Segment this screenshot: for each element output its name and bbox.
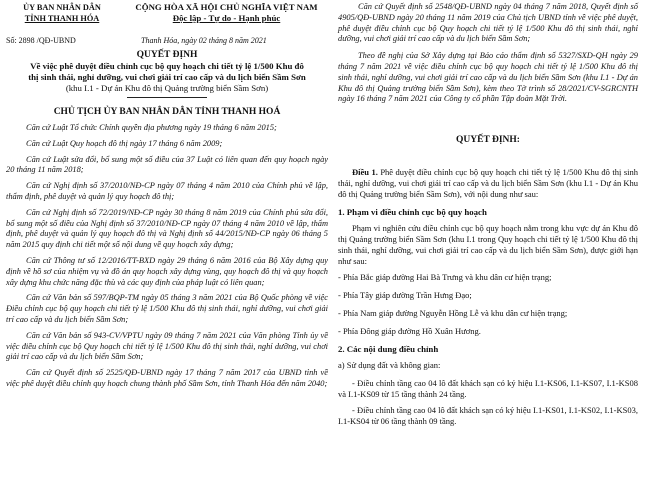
- decision-heading: QUYẾT ĐỊNH:: [456, 135, 520, 146]
- reference-line: [6, 34, 328, 50]
- adjustment-item: - Điều chỉnh tầng cao 04 lô đất khách sạn có ký hiệu I.1-KS06, I.1-KS07, I.1-KS08 và I.1-KS09 từ 15 tầng thành 24 tầng.: [338, 378, 638, 400]
- boundary-item: - Phía Tây giáp đường Trần Hưng Đạo;: [338, 290, 472, 301]
- authority-heading: CHỦ TỊCH ỦY BAN NHÂN DÂN TỈNH THANH HOÁ: [53, 107, 281, 117]
- section-1-heading: 1. Phạm vi điều chỉnh cục bộ quy hoạch: [338, 207, 487, 218]
- nation-motto: Độc lập - Tự do - Hạnh phúc: [172, 13, 281, 23]
- article-1-text: Phê duyệt điều chỉnh cục bộ quy hoạch chi tiết tỷ lệ 1/500 Khu đô thị sinh thái, nghỉ dưỡng, vui chơi giải trí cao cấp và du lịch biển Sầm Sơn (khu I.1 - Dự án Khu đô thị Quảng trường biển Sầm Sơn), với nội dung như sau:: [338, 167, 639, 200]
- boundary-item: - Phía Bắc giáp đường Hai Bà Trưng và khu dân cư hiện trạng;: [338, 272, 552, 283]
- legal-basis: Căn cứ Luật Tổ chức Chính quyền địa phương ngày 19 tháng 6 năm 2015;: [26, 123, 277, 132]
- issuing-authority: [6, 2, 118, 24]
- boundary-item: - Phía Đông giáp đường Hồ Xuân Hương.: [338, 326, 481, 337]
- org-line2: TỈNH THANH HÓA: [24, 14, 100, 23]
- legal-basis: Căn cứ Văn bản số 943-CV/VPTU ngày 09 tháng 7 năm 2021 của Văn phòng Tỉnh ủy về việc điều chỉnh cục bộ Quy hoạch chi tiết tỷ lệ 1/500 Khu đô thị sinh thái, nghỉ dưỡng, vui chơi giải trí cao cấp và du lịch biển Sầm Sơn;: [6, 330, 328, 362]
- document-number: Số: 2898 /QĐ-UBND: [6, 36, 76, 45]
- document-date: Thanh Hóa, ngày 02 tháng 8 năm 2021: [141, 36, 267, 45]
- proposal-paragraph: Theo đề nghị của Sở Xây dựng tại Báo cáo thẩm định số 5327/SXD-QH ngày 29 tháng 7 năm 2021 về việc điều chỉnh cục bộ quy hoạch chi tiết tỷ lệ 1/500 Khu đô thị sinh thái, nghỉ dưỡng, vui chơi giải trí cao cấp và du lịch biển Sầm Sơn (khu I.1 - Dự án Khu đô thị Quảng trường biển Sầm Sơn), kèm theo Tờ trình số 28/2021/CV-SGRCNTH ngày 16 tháng 7 năm 2021 của Công ty cổ phần Tập đoàn Mặt Trời.: [338, 51, 638, 104]
- org-line1: ỦY BAN NHÂN DÂN: [23, 3, 101, 12]
- legal-basis: Căn cứ Luật Quy hoạch đô thị ngày 17 tháng 6 năm 2009;: [26, 138, 223, 148]
- adjustment-item: - Điều chỉnh tầng cao 04 lô đất khách sạn có ký hiệu I.1-KS01, I.1-KS02, I.1-KS03, I.1-KS04 từ 06 tầng thành 09 tầng.: [338, 405, 638, 427]
- legal-basis: Căn cứ Thông tư số 12/2016/TT-BXD ngày 29 tháng 6 năm 2016 của Bộ Xây dựng quy định về hồ sơ của nhiệm vụ và đồ án quy hoạch xây dựng vùng, quy hoạch đô thị và quy hoạch xây dựng khu chức năng đặc thù và các quy định của pháp luật có liên quan;: [6, 255, 328, 287]
- legal-basis: Căn cứ Nghị định số 37/2010/NĐ-CP ngày 07 tháng 4 năm 2010 của Chính phủ về lập, thẩm định, phê duyệt và quản lý quy hoạch đô thị;: [6, 181, 328, 201]
- legal-basis: Căn cứ Quyết định số 2525/QĐ-UBND ngày 17 tháng 7 năm 2017 của UBND tỉnh về việc phê duyệt điều chỉnh quy hoạch chung thành phố Sầm Sơn, tỉnh Thanh Hóa đến năm 2040;: [6, 368, 328, 388]
- subject-line1: Về việc phê duyệt điều chỉnh cục bộ quy hoạch chi tiết tỷ lệ 1/500 Khu đô: [30, 61, 304, 71]
- section-1-text: Phạm vi nghiên cứu điều chỉnh cục bộ quy hoạch nằm trong khu vực dự án Khu đô thị Quảng trường biển Sầm Sơn (khu I.1 trong Quy hoạch chi tiết tỷ lệ 1/500 Khu đô thị sinh thái, nghỉ dưỡng, vui chơi giải trí cao cấp và du lịch biển Sầm Sơn), được giới hạn như sau:: [338, 223, 638, 267]
- subject-line2: thị sinh thái, nghỉ dưỡng, vui chơi giải trí cao cấp và du lịch biển Sầm Sơn: [28, 72, 306, 82]
- boundary-item: - Phía Nam giáp đường Nguyễn Hồng Lễ và khu dân cư hiện trạng;: [338, 308, 568, 319]
- nation-line1: CỘNG HÒA XÃ HỘI CHỦ NGHĨA VIỆT NAM: [135, 2, 318, 12]
- subject-underline: [127, 97, 207, 98]
- national-title: [124, 2, 329, 24]
- legal-basis: Căn cứ Luật sửa đổi, bổ sung một số điều của 37 Luật có liên quan đến quy hoạch ngày 20 tháng 11 năm 2018;: [6, 154, 328, 175]
- legal-bases: [6, 123, 328, 390]
- subject-line3: (khu I.1 - Dự án Khu đô thị Quảng trường biển Sầm Sơn): [65, 83, 269, 93]
- section-2-heading: 2. Các nội dung điều chỉnh: [338, 344, 439, 355]
- document-type: QUYẾT ĐỊNH: [136, 50, 198, 60]
- section-2a-heading: a) Sử dụng đất và không gian:: [338, 360, 441, 371]
- left-column: [6, 2, 328, 395]
- article-1: [338, 167, 638, 200]
- right-column: [338, 2, 638, 432]
- legal-basis: Căn cứ Nghị định số 72/2019/NĐ-CP ngày 30 tháng 8 năm 2019 của Chính phủ sửa đổi, bổ sung một số điều của Nghị định số 37/2010/NĐ-CP ngày 07 tháng 4 năm 2010 về lập, thẩm định, phê duyệt và quản lý quy hoạch đô thị và Nghị định số 44/2015/NĐ-CP ngày 06 tháng 5 năm 2015 quy định chi tiết một số nội dung về quy hoạch xây dựng;: [6, 207, 328, 250]
- legal-basis: Căn cứ Văn bản số 597/BQP-TM ngày 05 tháng 3 năm 2021 của Bộ Quốc phòng về việc Điều chỉnh cục bộ quy hoạch chi tiết tỷ lệ 1/500 Khu đô thị sinh thái, nghỉ dưỡng, vui chơi giải trí cao cấp và du lịch biển Sầm Sơn;: [6, 293, 328, 324]
- document-header: [6, 2, 328, 34]
- legal-basis: Căn cứ Quyết định số 2548/QĐ-UBND ngày 04 tháng 7 năm 2018, Quyết định số 4905/QĐ-UBND ngày 20 tháng 11 năm 2019 của Chủ tịch UBND tỉnh về việc phê duyệt, phê duyệt điều chỉnh cục bộ Quy hoạch chi tiết tỷ lệ 1/500 Khu đô thị sinh thái, nghỉ dưỡng, vui chơi giải trí cao cấp và du lịch biển Sầm Sơn;: [338, 2, 638, 44]
- article-1-label: Điều 1.: [352, 167, 378, 178]
